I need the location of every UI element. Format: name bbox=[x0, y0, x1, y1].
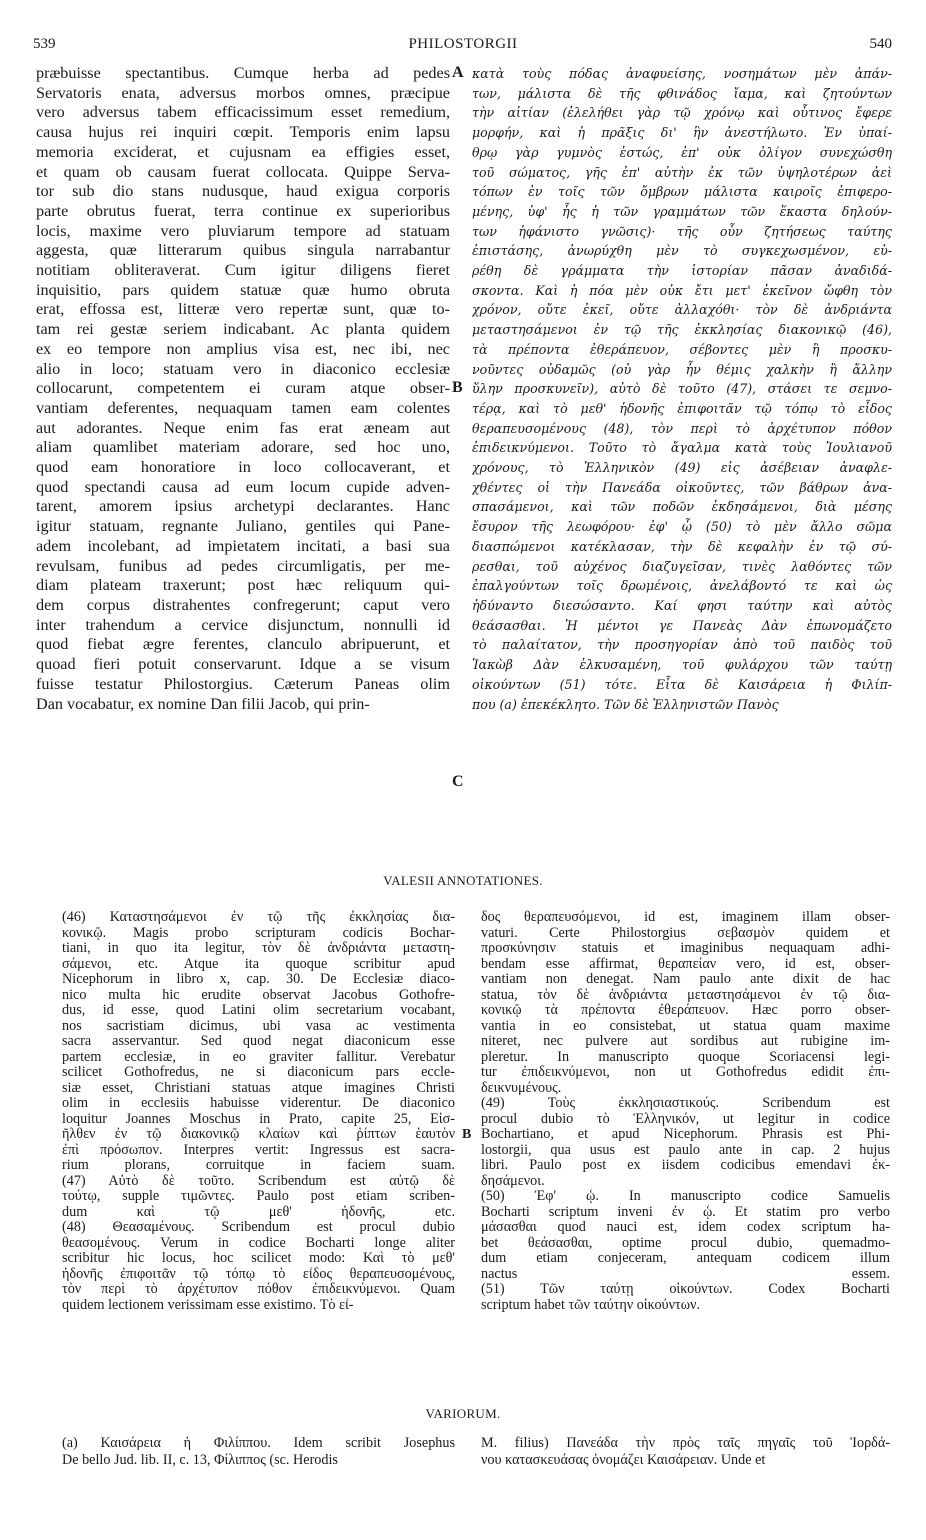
greek-text-line: τοῦ σώματος, γῆς ἐπ' αὐτὴν ἐκ τῶν ὑψηλοτέρων ἀεὶ bbox=[472, 164, 892, 180]
latin-text-line: memoria exciderat, et cujusnam ea effigies esset, bbox=[36, 142, 450, 161]
note-line: σάμενοι, etc. Atque ita quoque scribitur apud bbox=[62, 956, 455, 972]
latin-text-line: tor sub dio stans nudusque, haud exigua corporis bbox=[36, 182, 450, 201]
latin-text-line: tarent, amorem ipsius archetypi declarantes. Hanc bbox=[36, 497, 450, 516]
note-line: siæ esset, Christiani statuas atque imagines Christi bbox=[62, 1080, 455, 1096]
page-number-left: 539 bbox=[33, 36, 56, 52]
variorum-left-column bbox=[62, 1435, 455, 1469]
greek-text-line: τὴν αἰτίαν (ἐλελήθει γὰρ τῷ χρόνῳ καὶ οὗτινος ἔφερε bbox=[472, 105, 892, 121]
greek-text-line: των ἠφάνιστο γνῶσις)· τῆς οὖν ζητήσεως ταύτης bbox=[472, 223, 892, 239]
greek-text-line: οἰκούντων (51) τότε. Εἶτα δὲ Καισάρεια ἡ Φιλίπ- bbox=[472, 676, 892, 692]
greek-text-line: ρέθη δὲ γράμματα τὴν ἱστορίαν πᾶσαν ἀναδιδά- bbox=[472, 263, 892, 279]
variorum-line: De bello Jud. lib. II, c. 13, Φίλιππος (sc. Herodis bbox=[62, 1452, 338, 1468]
note-line: μάσασθαι quod nauci est, idem codex scriptum ha- bbox=[481, 1220, 890, 1235]
note-line: scilicet Gothofredus, ne si diaconicum pars eccle- bbox=[62, 1065, 455, 1080]
note-line: sacra asservantur. Sed quod negat diaconicum esse bbox=[62, 1034, 455, 1049]
greek-text-line: ἐπιστάσης, ἀνωρύχθη μὲν τὸ συγκεχωσμένον, εὑ- bbox=[472, 243, 892, 259]
latin-text-line: vero adversus tabem efficacissimum esset remedium, bbox=[36, 103, 450, 122]
note-line: lostorgii, qua usus est paulo ante in cap. 2 hujus bbox=[481, 1142, 890, 1158]
note-line: (48) Θεασαμένους. Scribendum est procul dubio bbox=[62, 1220, 455, 1235]
greek-text-line: σκοντα. Καὶ ἡ πόα μὲν οὐκ ἔτι μετ' ἐκεῖνον ὤφθη τὸν bbox=[472, 282, 892, 298]
greek-text-line: ἔσυρον τῆς λεωφόρου· ἐφ' ᾧ (50) τὸ μὲν ἄλλο σῶμα bbox=[472, 519, 892, 535]
note-line: κονικῷ τὰ πρέποντα ἐθεράπευον. Hæc porro obser- bbox=[481, 1003, 890, 1018]
greek-text-line: τὸ παλαίτατον, τὴν προσηγορίαν ἀπὸ τοῦ παιδὸς τοῦ bbox=[472, 637, 892, 653]
note-line: olim in ecclesiis habuisse viderentur. De diaconico bbox=[62, 1096, 455, 1111]
note-line: bendam esse affirmat, θεραπείαν vero, id est, obser- bbox=[481, 956, 890, 972]
latin-text-line: parte obrutus fuerat, terra continue ex superioribus bbox=[36, 201, 450, 220]
note-line: ἐπὶ πρόσωπον. Interpres vertit: Ingressus est sacra- bbox=[62, 1142, 455, 1158]
note-line: statua, τὸν δὲ ἀνδριάντα μεταστησάμενοι ἐν τῷ δια- bbox=[481, 987, 890, 1003]
note-line: θεασομένους. Verum in codice Bocharti longe aliter bbox=[62, 1235, 455, 1251]
greek-text-line: τὰ πρέποντα ἐθεράπευον, σέβοντες μὲν ἢ προσκυ- bbox=[472, 341, 892, 357]
notes-left-column bbox=[62, 910, 455, 1313]
latin-text-line: adem incolebant, ad impietatem incitati, a basi sua bbox=[36, 536, 450, 555]
latin-text-line: et quam ob causam fuerat collocata. Quippe Serva- bbox=[36, 162, 450, 181]
greek-column bbox=[472, 64, 892, 714]
note-line: scriptum habet τῶν ταύτην οἰκούντων. bbox=[481, 1297, 700, 1313]
note-line: nos sacristiam dicimus, ubi vasa ac vestimenta bbox=[62, 1018, 455, 1034]
note-line: τούτῳ, supple τιμῶντες. Paulo post etiam scriben- bbox=[62, 1189, 455, 1204]
note-line: libri. Paulo post ex iisdem codicibus emendavi ἐκ- bbox=[481, 1158, 890, 1173]
note-line: δος θεραπευσόμενοι, id est, imaginem illam obser- bbox=[481, 910, 890, 925]
note-line: tur ἐπιδεικνύμενοι, non ut Gothofredus edidit ἐπι- bbox=[481, 1065, 890, 1080]
greek-text-line: μεταστησάμενοι ἐν τῷ τῆς ἐκκλησίας διακονικῷ (46), bbox=[472, 322, 892, 338]
variorum-right-column bbox=[481, 1435, 890, 1469]
greek-text-line: χρόνον, οὔτε ἐκεῖ, οὔτε ἀλλαχόθι· τὸν δὲ ἀνδριάντα bbox=[472, 302, 892, 318]
note-line: scribitur hic locus, hoc scilicet modo: Καὶ τὸ μεθ' bbox=[62, 1251, 455, 1266]
note-line: dum καὶ τῷ μεθ' ἡδονῆς, etc. bbox=[62, 1204, 455, 1220]
greek-text-line: σπασάμενοι, καὶ τῶν ποδῶν ἐκδησάμενοι, διὰ μέσης bbox=[472, 499, 892, 515]
note-line: bet θεάσασθαι, optime procul dubio, quemadmo- bbox=[481, 1235, 890, 1251]
latin-text-line: quod eam honoratiore in loco collocaverant, et bbox=[36, 458, 450, 477]
greek-text-line: ἐπιδεικνύμενοι. Τοῦτο τὸ ἄγαλμα κατὰ τοὺς Ἰουλιανοῦ bbox=[472, 440, 892, 456]
greek-text-line: θρῳ γὰρ γυμνὸς ἑστώς, ἐπ' οὐκ ὀλίγον συνεχώσθη bbox=[472, 144, 892, 160]
notes-right-column bbox=[481, 910, 890, 1313]
note-line: rium plorans, corruitque in faciem suam. bbox=[62, 1158, 455, 1173]
note-line: (50) Ἐφ' ᾧ. In manuscripto codice Samuelis bbox=[481, 1189, 890, 1204]
greek-text-line: ὕλην προσκυνεῖν), αὐτὸ δὲ τοῦτο (47), στάσει τε σεμνο- bbox=[472, 381, 892, 397]
note-line: tiani, in quo ita legitur, τὸν δὲ ἀνδριάντα μεταστη- bbox=[62, 941, 455, 956]
latin-text-line: aliam quamlibet materiam adorare, sed hoc uno, bbox=[36, 438, 450, 457]
section-marker-c: C bbox=[452, 773, 464, 790]
latin-text-line: alio in loco; statuam vero in diaconico ecclesiæ bbox=[36, 359, 450, 378]
variorum-line: M. filius) Πανεάδα τὴν πρὸς ταῖς πηγαῖς τοῦ Ἰορδά- bbox=[481, 1435, 890, 1451]
greek-text-line: χρόνους, τὸ Ἑλληνικὸν (49) εἰς ἀσέβειαν ἀναφλε- bbox=[472, 460, 892, 476]
note-line: vantia in eo consistebat, ut statua quam maxime bbox=[481, 1018, 890, 1034]
note-line: dus, id esse, quod Latini olim secretarium vocabant, bbox=[62, 1003, 455, 1018]
greek-text-line: μορφήν, καὶ ἡ πρᾶξις δι' ἣν ἀνεστήλωτο. Ἐν ὑπαί- bbox=[472, 125, 892, 141]
greek-text-line: ἠδύναντο διεσώσαντο. Καί φησι ταύτην καὶ αὐτὸς bbox=[472, 597, 892, 613]
latin-text-line: causa hujus rei inquiri cœpit. Temporis enim lapsu bbox=[36, 123, 450, 142]
greek-text-line: ρεσθαι, τοῦ αὐχένος διαζυγεῖσαν, τινὲς λαθόντες τῶν bbox=[472, 558, 892, 574]
latin-text-line: quod spectandi causa ad eum locum cupide adven- bbox=[36, 477, 450, 496]
note-line: (47) Αὐτὸ δὲ τοῦτο. Scribendum est αὐτῷ δὲ bbox=[62, 1173, 455, 1189]
note-line: partem ecclesiæ, in eo graviter fallitur. Verebatur bbox=[62, 1049, 455, 1065]
greek-text-line: μένης, ὑφ' ἧς ἡ τῶν γραμμάτων τῶν ἕκαστα δηλούν- bbox=[472, 203, 892, 219]
greek-text-line: χθέντες οἱ τὴν Πανεάδα οἰκοῦντες, τῶν βάθρων ἀνα- bbox=[472, 479, 892, 495]
latin-text-line: quod fiebat ægre ferentes, clanculo abripuerunt, et bbox=[36, 635, 450, 654]
note-line: προσκύνησιν statuis et imaginibus nequaquam adhi- bbox=[481, 941, 890, 956]
latin-text-line: erat, effossa est, litteræ vero repertæ sunt, quæ to- bbox=[36, 300, 450, 319]
latin-text-line: ex eo tempore non amplius visa est, nec ibi, nec bbox=[36, 339, 450, 358]
section-marker-b: B bbox=[452, 379, 463, 396]
latin-text-line: notitiam obliteraverat. Cum igitur diligens fieret bbox=[36, 261, 450, 280]
greek-text-line: θεάσασθαι. Ἡ μέντοι γε Πανεὰς Δὰν ἐπωνομάζετο bbox=[472, 617, 892, 633]
latin-text-line: locis, maxime vero pluviarum tempore ad statuam bbox=[36, 221, 450, 240]
note-line: Bocharti scriptum inveni ἐν ᾧ. Et statim pro verbo bbox=[481, 1204, 890, 1220]
note-line: δεικνυμένους. bbox=[481, 1080, 562, 1096]
latin-text-line: dem corpus distrahentes confregerunt; caput vero bbox=[36, 595, 450, 614]
latin-text-line: inter trahendum a cervice disjunctum, nonnulli id bbox=[36, 615, 450, 634]
note-line: nico multa hic erudite observat Jacobus Gothofre- bbox=[62, 987, 455, 1003]
notes-section-marker-b: B bbox=[462, 1127, 472, 1142]
greek-text-line: των, μάλιστα δὲ τῆς φθινάδος ἴαμα, καὶ ζητούντων bbox=[472, 85, 892, 101]
greek-text-line: τέρᾳ, καὶ τὸ μεθ' ἡδονῆς ἐπιφοιτᾶν τῷ τόπῳ τὸ εἶδος bbox=[472, 400, 892, 416]
note-line: Bochartiano, et apud Nicephorum. Phrasis est Phi- bbox=[481, 1127, 890, 1142]
latin-text-line: revulsam, funibus ad pedes circumligatis, per me- bbox=[36, 556, 450, 575]
latin-text-line: igitur statuam, regnante Juliano, gentiles qui Pane- bbox=[36, 517, 450, 536]
latin-text-line: Dan vocabatur, ex nomine Dan filii Jacob, qui prin- bbox=[36, 694, 370, 713]
latin-text-line: aut adorantes. Neque enim fas erat æneam aut bbox=[36, 418, 450, 437]
note-line: κονικῷ. Magis probo scripturam codicis Bochar- bbox=[62, 925, 455, 941]
note-line: vaturi. Certe Philostorgius σεβασμὸν quidem et bbox=[481, 925, 890, 941]
latin-text-line: aggesta, quæ litterarum quibus singula narrabantur bbox=[36, 241, 450, 260]
note-line: loquitur Joannes Moschus in Prato, capite 25, Εἰσ- bbox=[62, 1111, 455, 1127]
greek-text-line: Ἰακὼβ Δὰν ἑλκυσαμένη, τοῦ φυλάρχου τῶν ταύτῃ bbox=[472, 657, 892, 673]
variorum-line: (a) Καισάρεια ἡ Φιλίππου. Idem scribit Josephus bbox=[62, 1435, 455, 1451]
note-line: dum etiam conjeceram, antequam codicem illum bbox=[481, 1251, 890, 1266]
note-line: (51) Τῶν ταύτῃ οἰκούντων. Codex Bocharti bbox=[481, 1282, 890, 1297]
greek-text-line: θεραπευσομένους (48), τὸν περὶ τὸ ἀρχέτυπον πόθον bbox=[472, 420, 892, 436]
greek-text-line: που (a) ἐπεκέκλητο. Τῶν δὲ Ἑλληνιστῶν Πανὸς bbox=[472, 696, 779, 712]
greek-text-line: κατὰ τοὺς πόδας ἀναφυείσης, νοσημάτων μὲν ἁπάν- bbox=[472, 66, 892, 81]
greek-text-line: διασπώμενοι κατέκλασαν, τὴν δὲ κεφαλὴν ἐν τῷ σύ- bbox=[472, 538, 892, 554]
note-line: pleretur. In manuscripto quoque Scoriacensi legi- bbox=[481, 1049, 890, 1065]
latin-text-line: quoad fieri potuit conservarunt. Idque a se visum bbox=[36, 655, 450, 674]
latin-text-line: diam plateam traxerunt; post hæc reliquum qui- bbox=[36, 576, 450, 595]
latin-column bbox=[36, 64, 450, 714]
section-marker-a: A bbox=[452, 64, 464, 81]
note-line: δησάμενοι. bbox=[481, 1173, 545, 1189]
annotations-heading: VALESII ANNOTATIONES. bbox=[383, 873, 543, 888]
greek-text-line: νοῦντες οὐδαμῶς (οὐ γὰρ ἦν θέμις χαλκὴν ἢ ἄλλην bbox=[472, 361, 892, 377]
note-line: τὸν περὶ τὸ ἀρχέτυπον πόθον ἐπιδεικνύμενοι. Quam bbox=[62, 1282, 455, 1297]
latin-text-line: fuisse testatur Philostorgius. Cæterum Paneas olim bbox=[36, 674, 450, 693]
greek-text-line: τόπων ἐν τοῖς τῶν ὄμβρων μάλιστα καιροῖς ἐπιφερο- bbox=[472, 184, 892, 200]
variorum-line: νου κατασκευάσας ὀνομάζει Καισάρειαν. Unde et bbox=[481, 1452, 766, 1468]
latin-text-line: tam rei gestæ seriem indicabant. Ac planta quidem bbox=[36, 320, 450, 339]
latin-text-line: vantiam deferentes, nequaquam tamen eam colentes bbox=[36, 398, 450, 417]
greek-text-line: ἐπαλγούντων τοῖς δρωμένοις, ἀνελάβοντό τε καὶ ὡς bbox=[472, 578, 892, 594]
note-line: Nicephorum in libro x, cap. 30. De Ecclesiæ diaco- bbox=[62, 972, 455, 987]
note-line: niteret, nec pulvere aut sordibus aut rubigine im- bbox=[481, 1034, 890, 1049]
note-line: ἡδονῆς ἐπιφοιτᾶν τῷ τόπῳ τὸ εἶδος θεραπευσομένους, bbox=[62, 1266, 455, 1282]
running-title: PHILOSTORGII bbox=[408, 36, 518, 52]
note-line: procul dubio τὸ Ἑλληνικόν, ut legitur in codice bbox=[481, 1111, 890, 1127]
latin-text-line: collocarunt, competentem ei curam atque obser- bbox=[36, 379, 450, 398]
note-line: vantiam non denegat. Nam paulo ante dixit de hac bbox=[481, 972, 890, 987]
note-line: ῆλθεν ἐν τῷ διακονικῷ κλαίων καὶ ῥίπτων ἑαυτὸν bbox=[62, 1127, 455, 1142]
note-line: nactus essem. bbox=[481, 1266, 890, 1282]
note-line: quidem lectionem verissimam esse existimo. Τὸ εἶ- bbox=[62, 1297, 354, 1313]
latin-text-line: Servatoris enata, adversus morbos omnes, præcipue bbox=[36, 83, 450, 102]
latin-text-line: inquisitio, pars quidem statuæ quæ humo obruta bbox=[36, 280, 450, 299]
note-line: (46) Καταστησάμενοι ἐν τῷ τῆς ἐκκλησίας δια- bbox=[62, 910, 455, 925]
latin-text-line: præbuisse spectantibus. Cumque herba ad pedes bbox=[36, 64, 450, 82]
note-line: (49) Τοὺς ἐκκλησιαστικούς. Scribendum est bbox=[481, 1096, 890, 1111]
variorum-heading: VARIORUM. bbox=[425, 1406, 501, 1421]
page-number-right: 540 bbox=[869, 36, 892, 52]
